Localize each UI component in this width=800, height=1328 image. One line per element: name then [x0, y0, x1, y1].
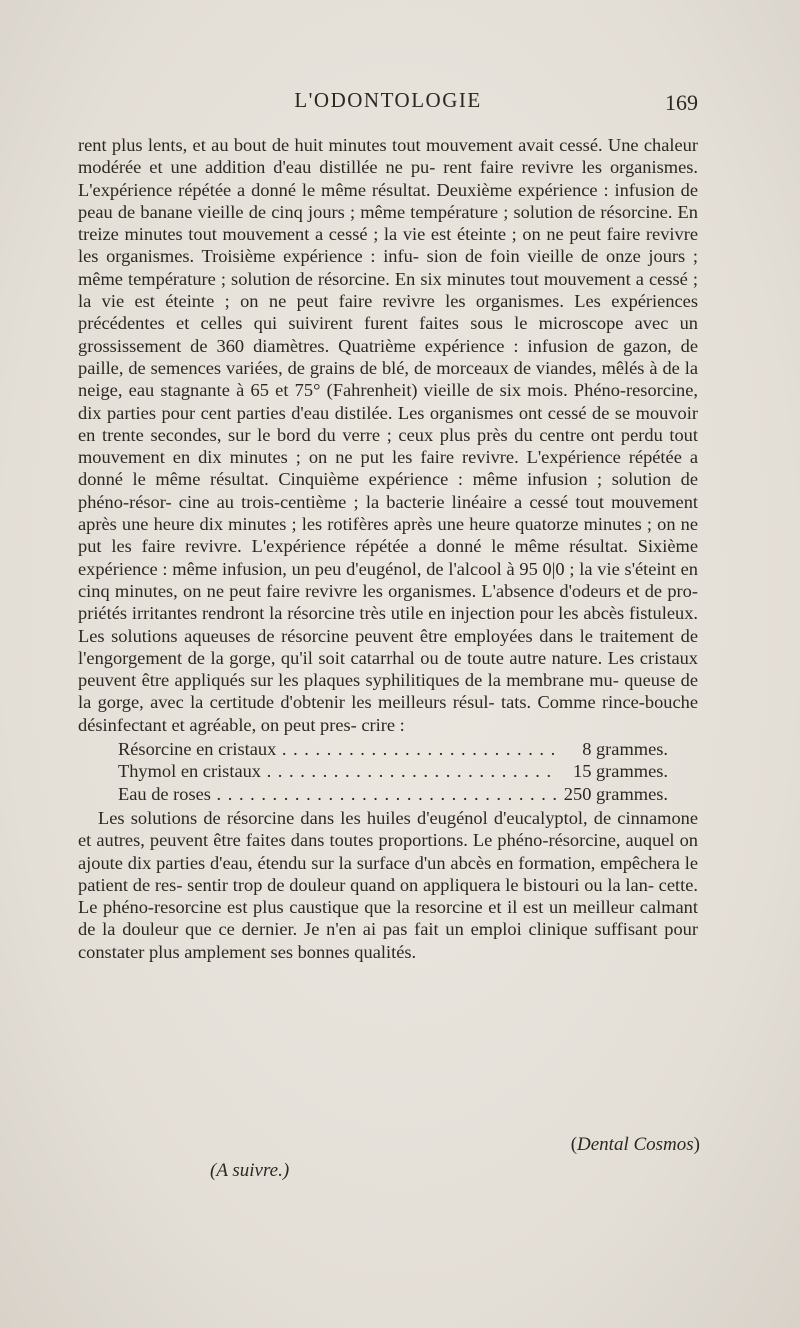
recipe-ingredient: Eau de roses . . . — [78, 783, 556, 805]
recipe-row — [78, 783, 698, 805]
source-name: Dental Cosmos — [577, 1134, 694, 1155]
recipe-quantity: 15 grammes. — [573, 761, 668, 782]
recipe-row — [78, 760, 698, 782]
recipe-ingredient: Résorcine en cristaux . . . — [78, 738, 556, 760]
body-text — [78, 134, 698, 963]
recipe-ingredient: Thymol en cristaux . . . — [78, 760, 556, 782]
recipe-quantity: 8 grammes. — [582, 739, 668, 760]
paragraph-1: rent plus lents, et au bout de huit minutes tout mouvement avait cessé. Une chaleur modérée et une addition d'eau distillée ne pu- rent faire revivre les organismes. L'expérience répétée a donné le même résultat. Deuxième expérience : infusion de peau de banane vieille de cinq jours ; même température ; solution de résorcine. En treize minutes tout mouvement a cessé ; la vie est éteinte ; on ne peut faire revivre les organismes. Troisième expérience : infu- sion de foin vieille de onze jours ; même température ; solution de résorcine. En six minutes tout mouvement a cessé ; la vie est éteinte ; on ne peut faire revivre les organismes. Les expériences précédentes et celles qui suivirent furent faites sous le microscope avec un grossissement de 360 diamètres. Quatrième expérience : infusion de gazon, de paille, de semences variées, de grains de blé, de morceaux de viandes, mêlés à de la neige, eau stagnante à 65 et 75° (Fahrenheit) vieille de six mois. Phéno-resorcine, dix parties pour cent parties d'eau distilée. Les organismes ont cessé de se mouvoir en trente secondes, sur le bord du verre ; ceux plus près du centre ont perdu tout mouvement en dix minutes ; on ne put les faire revivre. L'expérience répétée a donné le même résultat. Cinquième expérience : même infusion ; solution de phéno-résor- cine au trois-centième ; la bacterie linéaire a cessé tout mouvement après une heure dix minutes ; les rotifères après une heure quatorze minutes ; on ne put les faire revivre. L'expérience répétée a donné le même résultat. Sixième expérience : même infusion, un peu d'eugénol, de l'alcool à 95 0|0 ; la vie s'éteint en cinq minutes, on ne peut faire revivre les organismes. L'absence d'odeurs et de pro- priétés irritantes rendront la résorcine très utile en injection pour les abcès fistuleux. Les solutions aqueuses de résorcine peuvent être employées dans le traitement de l'engorgement de la gorge, qu'il soit catarrhal ou de toute autre nature. Les cristaux peuvent être appliqués sur les plaques syphilitiques de la membrane mu- queuse de la gorge, avec la certitude d'obtenir les meilleurs résul- tats. Comme rince-bouche désinfectant et agréable, on peut pres- crire : — [78, 135, 698, 735]
source-citation: (Dental Cosmos) — [570, 1134, 700, 1155]
page-number: 169 — [665, 90, 698, 115]
paragraph-2: Les solutions de résorcine dans les huiles d'eugénol d'eucalyptol, de cinnamone et autres, peuvent être faites dans toutes proportions. Le phéno-résorcine, auquel on ajoute dix parties d'eau, étendu sur la surface d'un abcès en formation, empêchera le patient de res- sentir trop de douleur quand on appliquera le bistouri ou la lan- cette. Le phéno-resorcine est plus caustique que la resorcine et il est un meilleur calmant de la douleur que ce dernier. Je n'en ai pas fait un emploi clinique suffisant pour constater plus amplement ses bonnes qualités. — [78, 807, 698, 962]
recipe-quantity: 250 grammes. — [563, 783, 668, 804]
recipe-row — [78, 738, 698, 760]
continued-note: (A suivre.) — [210, 1160, 290, 1181]
page-header — [78, 88, 698, 128]
recipe-list — [78, 738, 698, 805]
running-title: L'ODONTOLOGIE — [294, 88, 482, 112]
